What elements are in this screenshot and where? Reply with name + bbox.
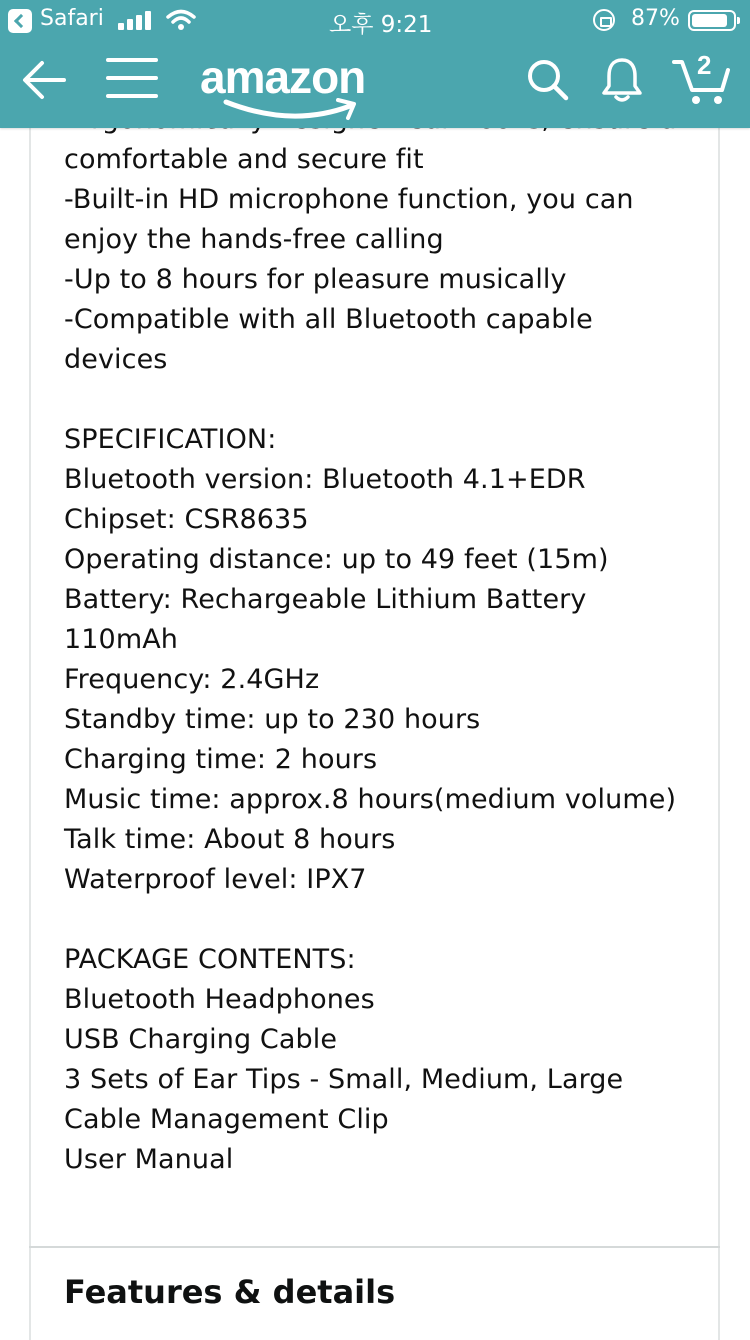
description-line: -Built-in HD microphone function, you can [64, 184, 634, 215]
spec-line: Frequency: 2.4GHz [64, 664, 320, 695]
package-item: User Manual [64, 1144, 234, 1175]
spec-line: Operating distance: up to 49 feet (15m) [64, 544, 609, 575]
spec-line: Charging time: 2 hours [64, 744, 378, 775]
battery-level [692, 14, 727, 27]
spec-heading: SPECIFICATION: [64, 424, 277, 455]
spec-line: Chipset: CSR8635 [64, 504, 309, 535]
amazon-smile-icon [222, 98, 362, 124]
blank-line [64, 900, 704, 940]
search-icon[interactable] [526, 58, 570, 102]
package-item: USB Charging Cable [64, 1024, 338, 1055]
blank-line [64, 380, 704, 420]
app-header [0, 0, 750, 128]
nav-bar [0, 40, 750, 128]
cart-count-badge[interactable]: 2 [697, 50, 712, 80]
spec-line: Standby time: up to 230 hours [64, 704, 481, 735]
description-line: comfortable and secure fit [64, 144, 424, 175]
description-line: -Compatible with all Bluetooth capable [64, 304, 593, 335]
status-time: 오후 9:21 [329, 12, 433, 38]
spec-line: 110mAh [64, 624, 179, 655]
features-details-heading[interactable]: Features & details [64, 1273, 396, 1311]
package-item: Bluetooth Headphones [64, 984, 375, 1015]
battery-percent: 87% [631, 6, 680, 31]
section-divider [29, 1246, 720, 1248]
description-line: enjoy the hands-free calling [64, 224, 444, 255]
description-line: -Up to 8 hours for pleasure musically [64, 264, 567, 295]
description-line: devices [64, 344, 168, 375]
package-item: Cable Management Clip [64, 1104, 389, 1135]
status-bar [0, 0, 750, 40]
amazon-logo-text: amazon [200, 51, 366, 103]
wifi-icon [166, 8, 196, 32]
battery-icon [688, 10, 736, 31]
spec-line: Waterproof level: IPX7 [64, 864, 367, 895]
package-item: 3 Sets of Ear Tips - Small, Medium, Large [64, 1064, 624, 1095]
back-to-app-icon[interactable] [8, 9, 32, 33]
back-arrow-icon[interactable] [20, 58, 68, 102]
back-app-label[interactable]: Safari [40, 6, 104, 31]
package-heading: PACKAGE CONTENTS: [64, 944, 356, 975]
cellular-signal-icon [118, 10, 156, 30]
spec-line: Bluetooth version: Bluetooth 4.1+EDR [64, 464, 586, 495]
spec-line: Talk time: About 8 hours [64, 824, 396, 855]
product-description-text [64, 100, 704, 1180]
bell-icon[interactable] [600, 56, 644, 104]
spec-line: Battery: Rechargeable Lithium Battery [64, 584, 587, 615]
rotation-lock-icon [593, 9, 615, 31]
menu-icon[interactable] [106, 56, 158, 100]
spec-line: Music time: approx.8 hours(medium volume) [64, 784, 677, 815]
